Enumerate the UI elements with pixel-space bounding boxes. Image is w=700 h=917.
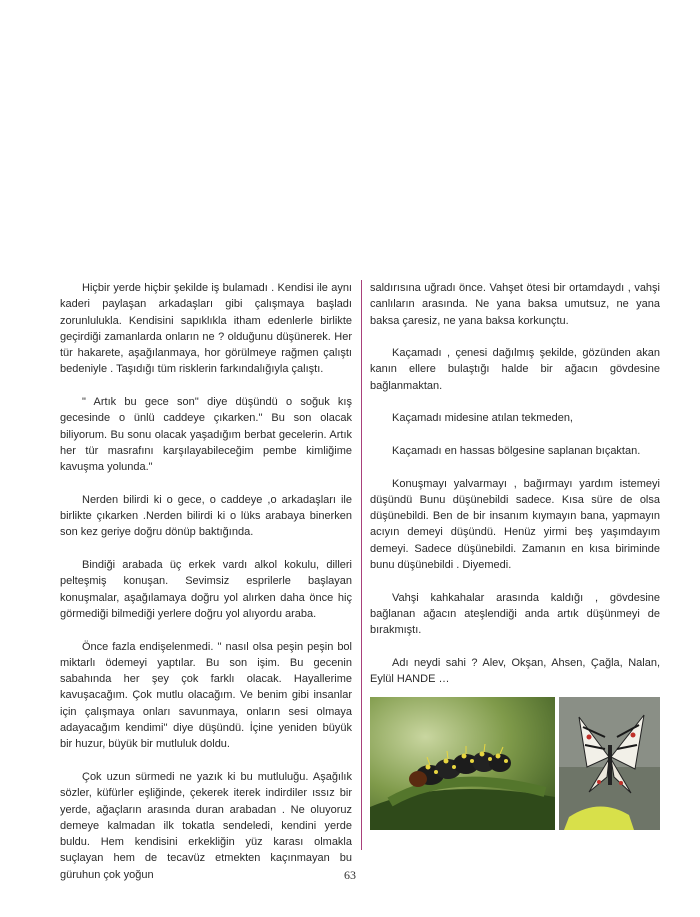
paragraph: saldırısına uğradı önce. Vahşet ötesi bir ortamdaydı , vahşi canlıların arasında. Ne yana baksa umutsuz, ne yana baksa çaresiz, ne yana baksa korkunçtu.: [370, 282, 660, 327]
paragraph: Adı neydi sahi ? Alev, Okşan, Ahsen, Çağla, Nalan, Eylül HANDE …: [370, 656, 660, 686]
page-number: 63: [344, 868, 356, 882]
caterpillar-photo: [370, 697, 555, 830]
paragraph: Vahşi kahkahalar arasında kaldığı , gövdesine bağlanan ağacın ateşlendiği anda artık düşünmeyi de bırakmıştı.: [370, 591, 660, 637]
paragraph: Önce fazla endişelenmedi. '' nasıl olsa peşin peşin bol miktarlı ödemeyi yaptılar. Bu son işim. Bu gecenin sabahında her şey çok farklı olacak. Hayallerime kavuşacağım. Çok mutlu olacağım. Ve benim gibi insanlar için çalışmaya onları savunmaya, onların sesi olmaya adayacağım kendimi'' diye düşündü. İçine yeniden büyük bir huzur, büyük bir mutluluk doldu.: [60, 640, 352, 751]
paragraph: " Artık bu gece son'' diye düşündü o soğuk kış gecesinde o ünlü caddeye çıkarken.'' Bu son olacak biliyorum. Bu sonu olacak yaşadığım berbat gecelerin. Artık her tür masrafını karşılayabileceğim pembe kimliğime kavuşma yolunda.": [60, 396, 352, 474]
paragraph: Konuşmayı yalvarmayı , bağırmayı yardım istemeyi düşündü Bunu düşünebildi sadece. Kısa süre de olsa düşünebildi. Ben de bir insanım kıymayın bana, yapmayın acıyın demeyi düşündü. Henüz yirmi beş yaşımdayım demeyi. Sadece düşünebildi. Zamanın en kısa biriminde bunu düşünebildi . Diyemedi.: [370, 477, 660, 572]
column-divider: [361, 280, 362, 850]
left-column: [60, 280, 352, 899]
butterfly-photo: [559, 697, 660, 830]
paragraph: Bindiği arabada üç erkek vardı alkol kokulu, dilleri pelteşmiş konuşan. Sevimsiz esprilerle başlayan konuşmalar, aşağılamaya doğru yol alırken daha önce hiç görmediği bilmediği yerlere doğru yol alıyordu araba.: [60, 559, 352, 620]
paragraph: Kaçamadı midesine atılan tekmeden,: [392, 412, 573, 425]
paragraph: Çok uzun sürmedi ne yazık ki bu mutluluğu. Aşağılık sözler, küfürler eşliğinde, çekerek iterek indirdiler ıssız bir yerde, ağaçların arasında duran arabadan . Ne oluyoruz demeye kalmadan ilk tokatla sendeledi, kendini yerde buldu. Hem kendisini erkekliğin yüz karası olmakla suçlayan hem de tecavüz etmekten kaçınmayan bu güruhun çok yoğun: [60, 770, 352, 881]
paragraph: Kaçamadı en hassas bölgesine saplanan bıçaktan.: [392, 444, 641, 457]
paragraph: Kaçamadı , çenesi dağılmış şekilde, gözünden akan kanın ellere bulaştığı halde bir ağacın gövdesine bağlanmaktan.: [370, 347, 660, 392]
right-column: [370, 280, 660, 704]
paragraph: Hiçbir yerde hiçbir şekilde iş bulamadı . Kendisi ile aynı kaderi paylaşan arkadaşları gibi çalışmaya başladı zorunlulukla. Kendisini sapıklıkla itham edenlerle birlikte geçirdiği zamanlarda onların ne ? olduğunu düşünerek. Her tür hakarete, aşağılanmaya, hor görülmeye rağmen çalıştı bedeniyle . Taşıdığı tüm risklerin farkındalığıyla çalıştı.: [60, 282, 352, 376]
paragraph: Nerden bilirdi ki o gece, o caddeye ,o arkadaşları ile birlikte çıkarken .Nerden bilirdi ki o lüks arabaya binerken son kez geriye doğru dönüp baktığında.: [60, 493, 352, 539]
